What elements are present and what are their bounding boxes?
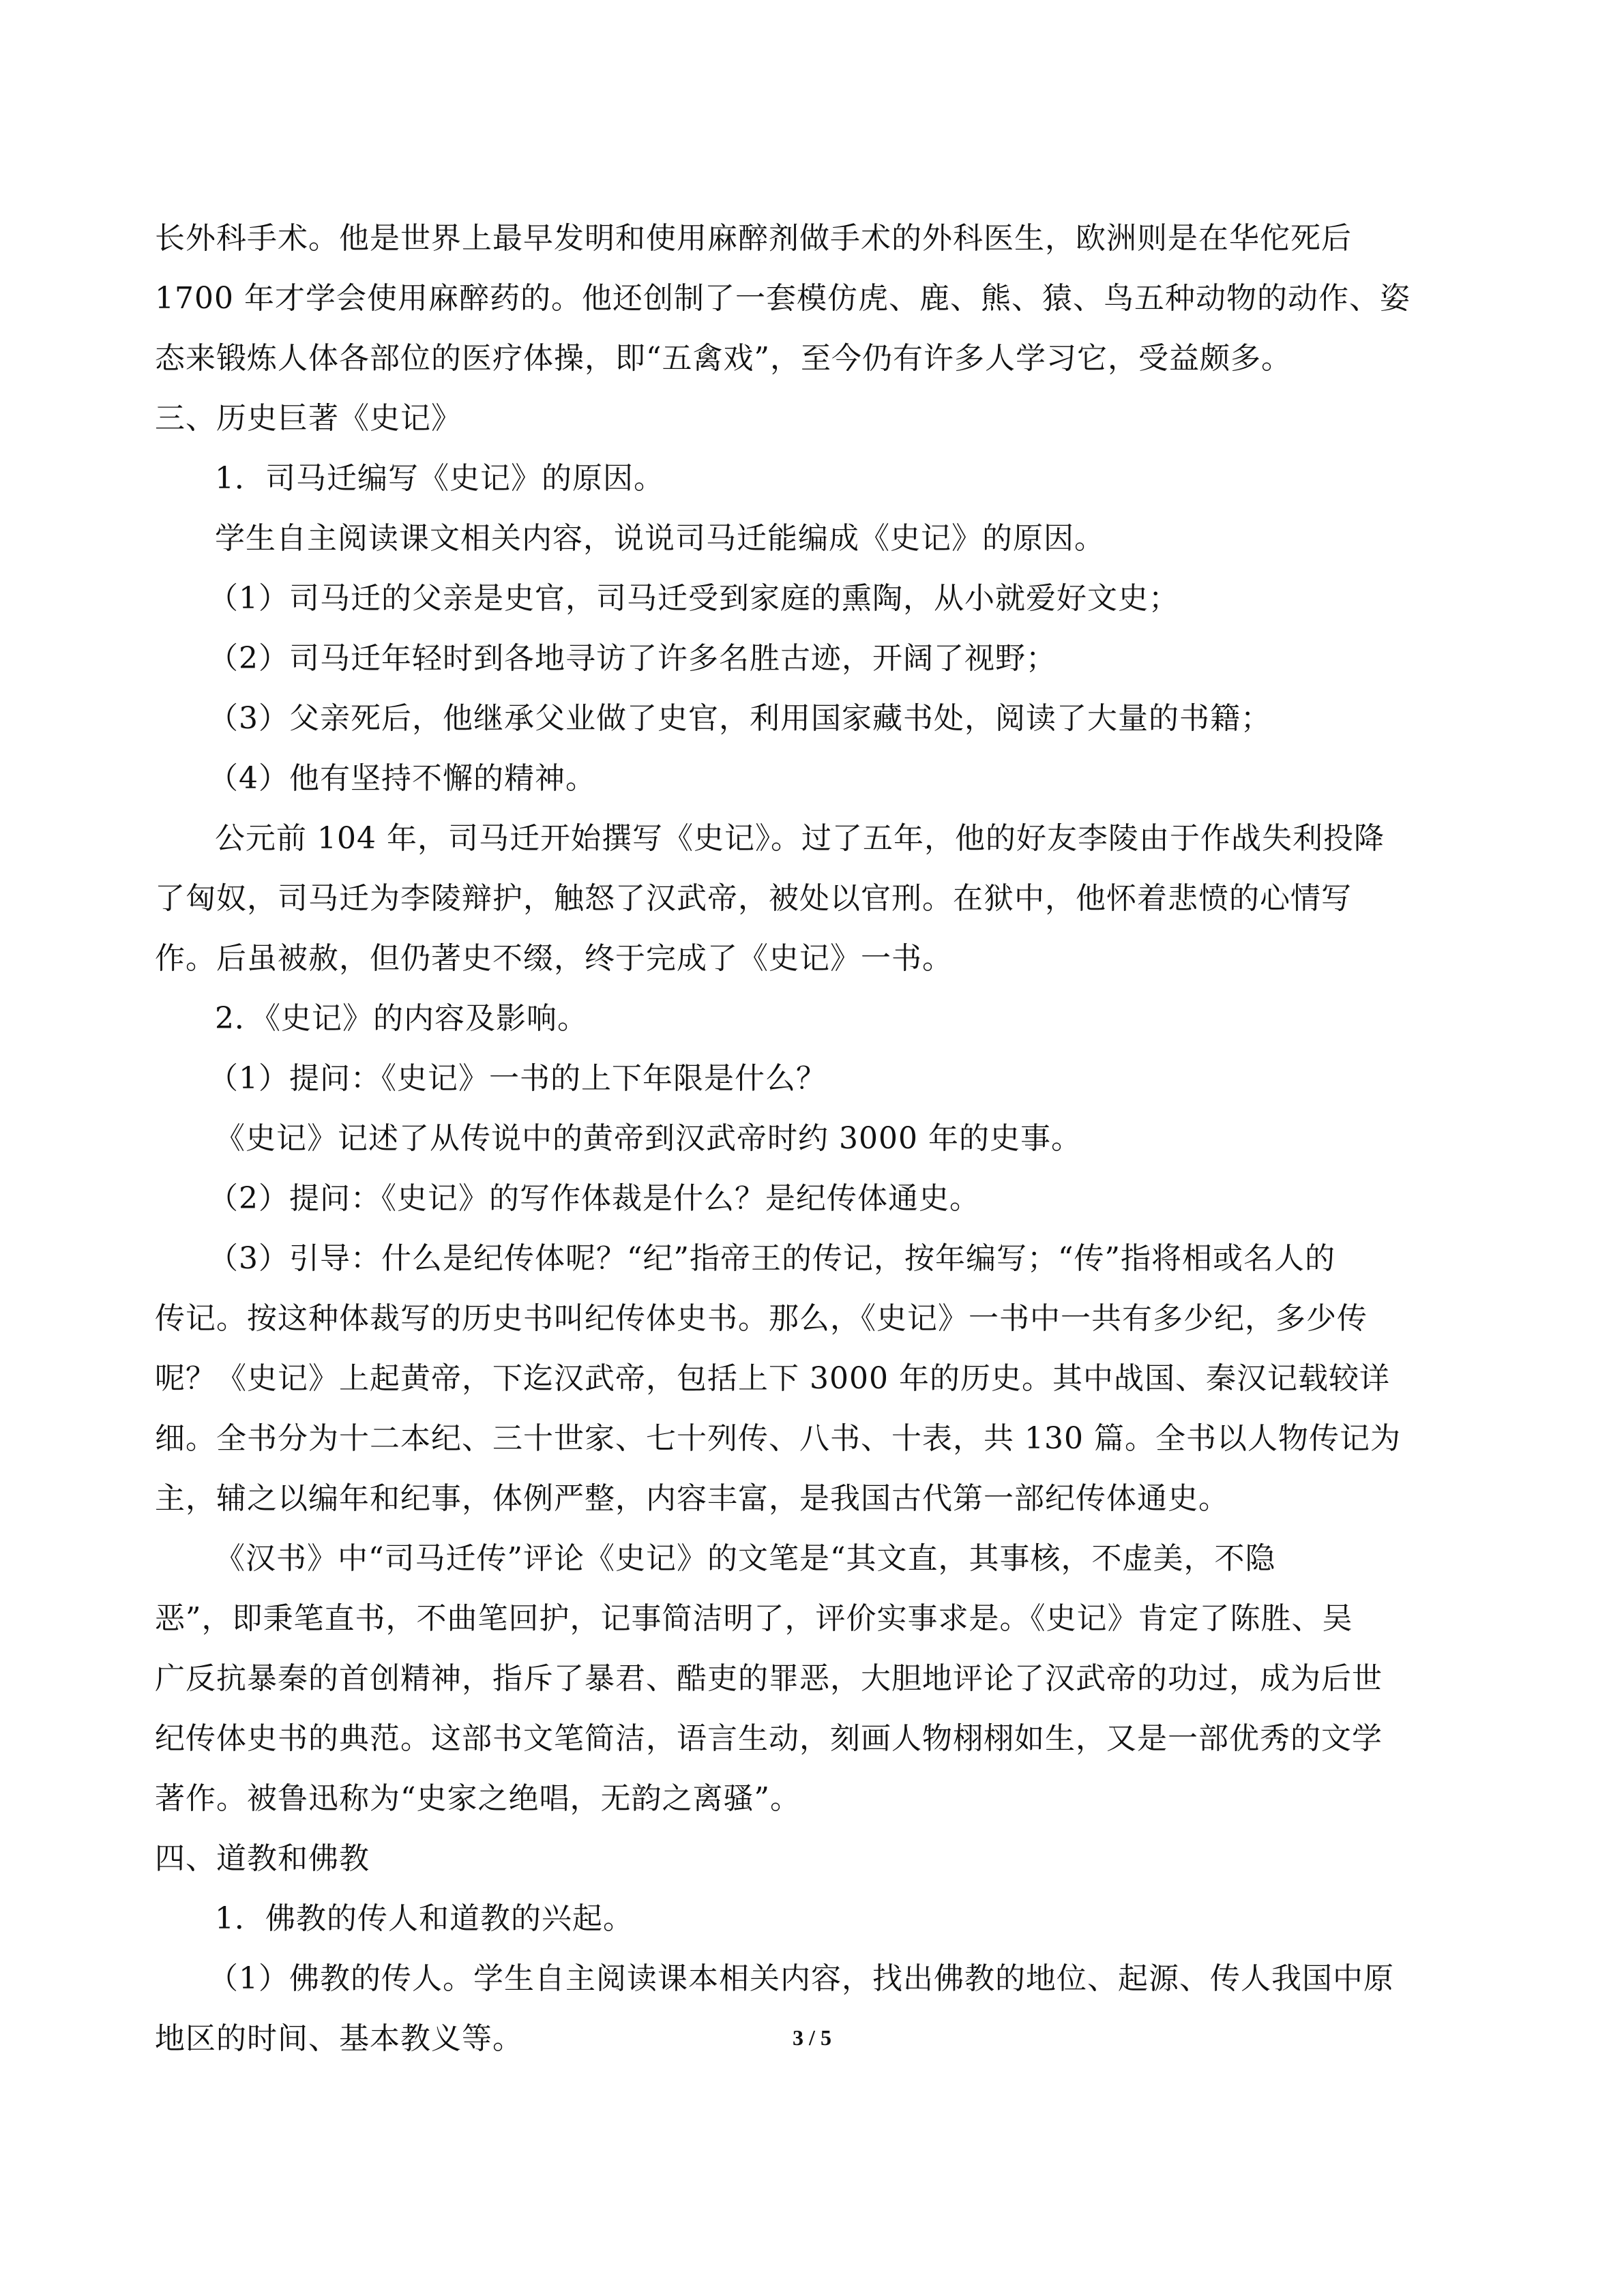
text-line: 了匈奴，司马迁为李陵辩护，触怒了汉武帝，被处以官刑。在狱中，他怀着悲愤的心情写: [155, 881, 1352, 916]
list-item: （1）提问：《史记》一书的上下年限是什么？: [208, 1061, 827, 1096]
text-line: 传记。按这种体裁写的历史书叫纪传体史书。那么，《史记》一书中一共有多少纪，多少传: [155, 1301, 1368, 1336]
text-line: 长外科手术。他是世界上最早发明和使用麻醉剂做手术的外科医生，欧洲则是在华佗死后: [155, 221, 1352, 256]
list-item: （3）父亲死后，他继承父业做了史官，利用国家藏书处，阅读了大量的书籍；: [208, 701, 1271, 736]
text-line: 学生自主阅读课文相关内容，说说司马迁能编成《史记》的原因。: [215, 521, 1105, 556]
text-line: 地区的时间、基本教义等。: [155, 2021, 523, 2056]
list-item: （1）司马迁的父亲是史官，司马迁受到家庭的熏陶，从小就爱好文史；: [208, 581, 1179, 616]
document-body: [155, 209, 1488, 2069]
text-line: 作。后虽被赦，但仍著史不缀，终于完成了《史记》一书。: [155, 941, 953, 976]
list-item: （2）提问：《史记》的写作体裁是什么？是纪传体通史。: [208, 1181, 980, 1216]
text-line: 纪传体史书的典范。这部书文笔简洁，语言生动，刻画人物栩栩如生，又是一部优秀的文学: [155, 1721, 1383, 1756]
text-line: 恶”，即秉笔直书，不曲笔回护，记事简洁明了，评价实事求是。《史记》肯定了陈胜、吴: [155, 1601, 1353, 1636]
text-line: 1700 年才学会使用麻醉药的。他还创制了一套模仿虎、鹿、熊、猿、鸟五种动物的动作、姿: [155, 281, 1411, 316]
subsection-heading: 2．《史记》的内容及影响。: [215, 1001, 588, 1036]
text-line: 呢？《史记》上起黄帝，下迄汉武帝，包括上下 3000 年的历史。其中战国、秦汉记载较详: [155, 1361, 1390, 1396]
list-item: （3）引导：什么是纪传体呢？“纪”指帝王的传记，按年编写；“传”指将相或名人的: [208, 1241, 1335, 1276]
text-line: 广反抗暴秦的首创精神，指斥了暴君、酷吏的罪恶，大胆地评论了汉武帝的功过，成为后世: [155, 1661, 1383, 1696]
text-line: 主，辅之以编年和纪事，体例严整，内容丰富，是我国古代第一部纪传体通史。: [155, 1481, 1229, 1516]
list-item: （1）佛教的传人。学生自主阅读课本相关内容，找出佛教的地位、起源、传人我国中原: [208, 1961, 1394, 1996]
list-item: （4）他有坚持不懈的精神。: [208, 761, 596, 796]
text-line: 公元前 104 年，司马迁开始撰写《史记》。过了五年，他的好友李陵由于作战失利投降: [215, 821, 1385, 856]
list-item: （2）司马迁年轻时到各地寻访了许多名胜古迹，开阔了视野；: [208, 641, 1057, 676]
subsection-heading: 1．佛教的传人和道教的兴起。: [215, 1901, 634, 1936]
text-line: 著作。被鲁迅称为“史家之绝唱，无韵之离骚”。: [155, 1781, 801, 1816]
text-line: 态来锻炼人体各部位的医疗体操，即“五禽戏”，至今仍有许多人学习它，受益颇多。: [155, 341, 1292, 376]
section-heading: 三、历史巨著《史记》: [155, 401, 462, 436]
text-line: 《史记》记述了从传说中的黄帝到汉武帝时约 3000 年的史事。: [215, 1121, 1082, 1156]
page-number: 3 / 5: [793, 2025, 831, 2050]
section-heading: 四、道教和佛教: [155, 1841, 370, 1876]
text-line: 细。全书分为十二本纪、三十世家、七十列传、八书、十表，共 130 篇。全书以人物传记为: [155, 1421, 1401, 1456]
text-line: 《汉书》中“司马迁传”评论《史记》的文笔是“其文直，其事核，不虚美，不隐: [215, 1541, 1276, 1576]
subsection-heading: 1．司马迁编写《史记》的原因。: [215, 461, 664, 496]
